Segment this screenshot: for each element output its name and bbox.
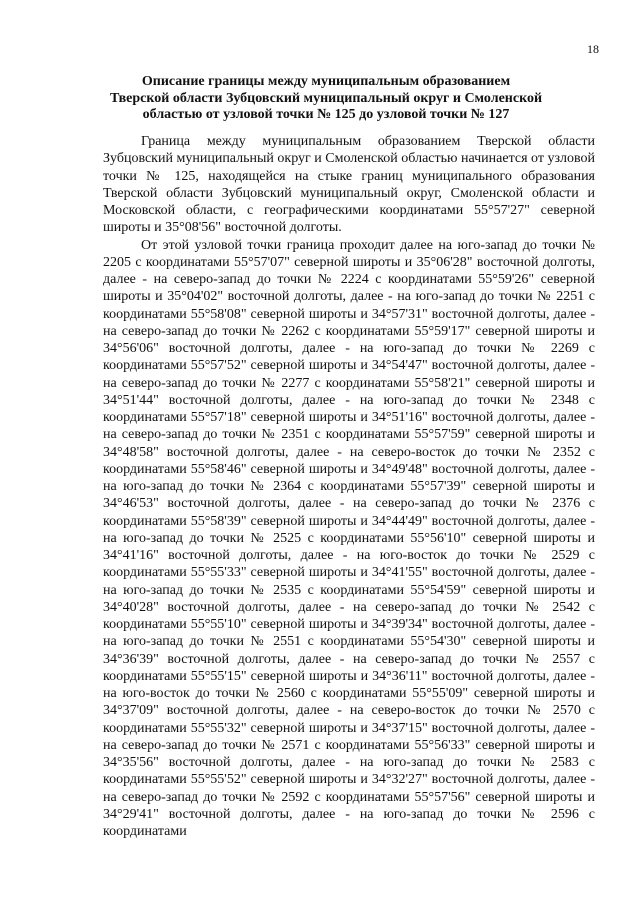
document-title [96, 74, 556, 124]
paragraph-intro: Граница между муниципальным образованием Тверской области Зубцовский муниципальный округ и Смоленской областью начинается от узловой точки № 125, находящейся на стыке границ муниципального образования Тверской области Зубцовский муниципальный округ, Смоленской области и Московской области, с географическими координатами 55°57'27" северной широты и 35°08'56" восточной долготы. [103, 134, 595, 236]
title-line-3: областью от узловой точки № 125 до узловой точки № 127 [142, 107, 510, 122]
document-body [103, 133, 595, 840]
page-number: 18 [587, 42, 599, 56]
title-line-2: Тверской области Зубцовский муниципальный округ и Смоленской [109, 90, 543, 106]
title-line-1: Описание границы между муниципальным образованием [141, 74, 511, 89]
paragraph-boundary-route: От этой узловой точки граница проходит далее на юго-запад до точки № 2205 с координатами 55°57'07" северной широты и 35°06'28" восточной долготы, далее - на северо-запад до точки № 2224 с координатами 55°59'26" северной широты и 35°04'02" восточной долготы, далее - на юго-запад до точки № 2251 с координатами 55°58'08" северной широты и 34°57'31" восточной долготы, далее - на северо-запад до точки № 2262 с координатами 55°59'17" северной широты и 34°56'06" восточной долготы, далее - на юго-запад до точки № 2269 с координатами 55°57'52" северной широты и 34°54'47" восточной долготы, далее - на северо-запад до точки № 2277 с координатами 55°58'21" северной широты и 34°51'44" восточной долготы, далее - на юго-запад до точки № 2348 с координатами 55°57'18" северной широты и 34°51'16" восточной долготы, далее - на северо-запад до точки № 2351 с координатами 55°57'59" северной широты и 34°48'58" восточной долготы, далее - на северо-восток до точки № 2352 с координатами 55°58'46" северной широты и 34°49'48" восточной долготы, далее - на юго-запад до точки № 2364 с координатами 55°57'39" северной широты и 34°46'53" восточной долготы, далее - на северо-запад до точки № 2376 с координатами 55°58'39" северной широты и 34°44'49" восточной долготы, далее - на юго-запад до точки № 2525 с координатами 55°56'10" северной широты и 34°41'16" восточной долготы, далее - на юго-восток до точки № 2529 с координатами 55°55'33" северной широты и 34°41'55" восточной долготы, далее - на юго-запад до точки № 2535 с координатами 55°54'59" северной широты и 34°40'28" восточной долготы, далее - на северо-запад до точки № 2542 с координатами 55°55'10" северной широты и 34°39'34" восточной долготы, далее - на юго-запад до точки № 2551 с координатами 55°54'30" северной широты и 34°36'39" восточной долготы, далее - на северо-запад до точки № 2557 с координатами 55°55'15" северной широты и 34°36'11" восточной долготы, далее - на юго-восток до точки № 2560 с координатами 55°55'09" северной широты и 34°37'09" восточной долготы, далее - на северо-восток до точки № 2570 с координатами 55°55'32" северной широты и 34°37'15" восточной долготы, далее - на северо-запад до точки № 2571 с координатами 55°56'33" северной широты и 34°35'56" восточной долготы, далее - на юго-запад до точки № 2583 с координатами 55°55'52" северной широты и 34°32'27" восточной долготы, далее - на северо-запад до точки № 2592 с координатами 55°57'56" северной широты и 34°29'41" восточной долготы, далее - на юго-запад до точки № 2596 с координатами [103, 237, 595, 839]
